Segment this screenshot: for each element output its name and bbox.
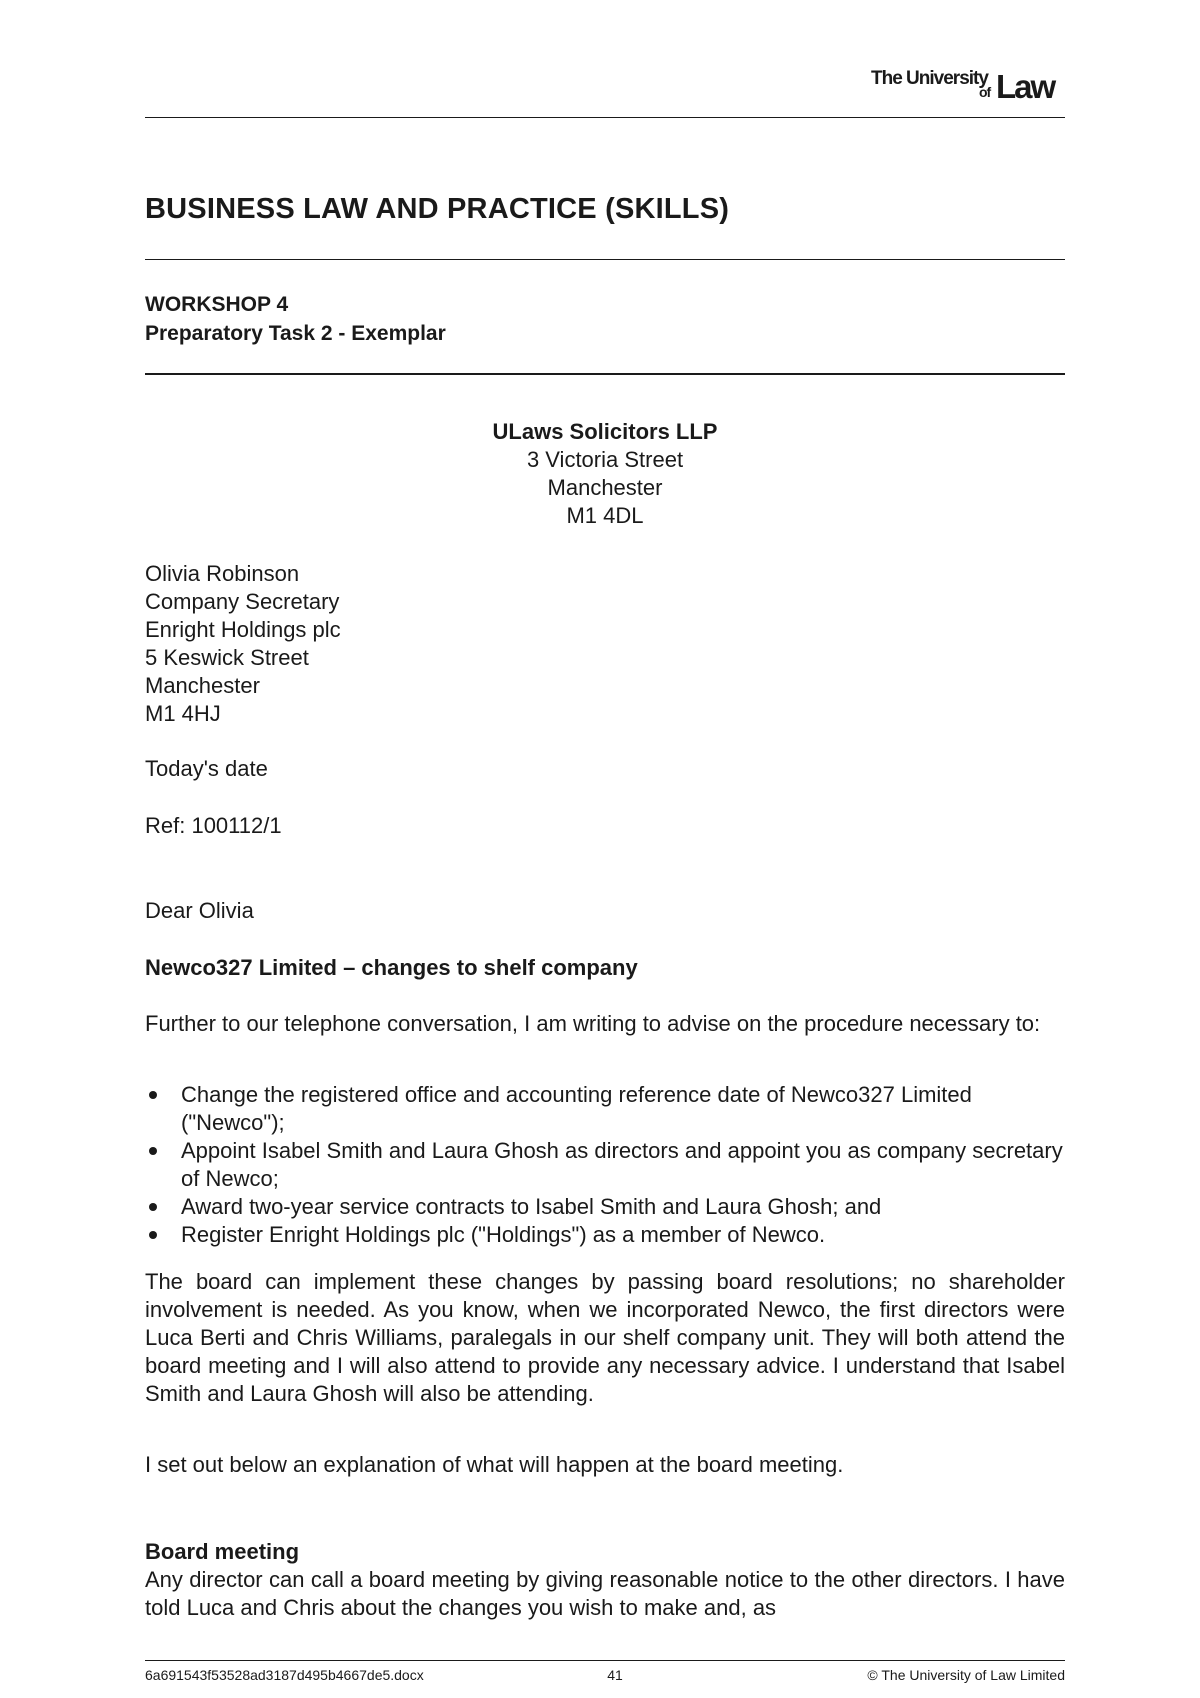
- bullet-icon: [149, 1147, 157, 1155]
- list-item: [145, 1137, 1065, 1193]
- footer-divider: [145, 1660, 1065, 1661]
- letter-subject: Newco327 Limited – changes to shelf company: [145, 955, 638, 980]
- board-paragraph: The board can implement these changes by passing board resolutions; no shareholder involvement is needed. As you know, when we incorporated Newco, the first directors were Luca Berti and Chris Williams, paralegals in our shelf company unit. They will both attend the board meeting and I will also attend to provide any necessary advice. I understand that Isabel Smith and Laura Ghosh will also be attending.: [145, 1269, 1065, 1406]
- list-item: [145, 1193, 1065, 1221]
- bullet-icon: [149, 1203, 157, 1211]
- workshop-divider: [145, 373, 1065, 375]
- sender-firm: ULaws Solicitors LLP: [492, 419, 718, 444]
- recipient-postcode: M1 4HJ: [145, 701, 221, 726]
- task-name: Preparatory Task 2 - Exemplar: [145, 322, 446, 345]
- change-list: [145, 1081, 1065, 1249]
- recipient-role: Company Secretary: [145, 589, 340, 614]
- recipient-city: Manchester: [145, 673, 260, 698]
- list-item-text: Appoint Isabel Smith and Laura Ghosh as directors and appoint you as company secretary of Newco;: [181, 1138, 1063, 1191]
- title-divider: [145, 259, 1065, 260]
- list-item: [145, 1221, 1065, 1249]
- recipient-street: 5 Keswick Street: [145, 645, 309, 670]
- list-item: [145, 1081, 1065, 1137]
- sender-city: Manchester: [547, 475, 663, 500]
- explanation-paragraph: I set out below an explanation of what will happen at the board meeting.: [145, 1452, 844, 1477]
- university-of-law-logo: [857, 62, 1067, 108]
- logo-text-of: of: [979, 84, 991, 100]
- footer-copyright: © The University of Law Limited: [867, 1667, 1065, 1683]
- recipient-company: Enright Holdings plc: [145, 617, 341, 642]
- workshop-heading: [145, 290, 1065, 348]
- letter-reference: Ref: 100112/1: [145, 813, 282, 838]
- intro-paragraph: Further to our telephone conversation, I am writing to advise on the procedure necessary to:: [145, 1011, 1041, 1036]
- letter-date: Today's date: [145, 756, 268, 781]
- header-divider: [145, 117, 1065, 118]
- list-item-text: Register Enright Holdings plc ("Holdings") as a member of Newco.: [181, 1222, 826, 1247]
- footer-filename: 6a691543f53528ad3187d495b4667de5.docx: [145, 1667, 424, 1683]
- logo-text-the-university: The University: [871, 68, 988, 89]
- recipient-name: Olivia Robinson: [145, 561, 300, 586]
- page-number: 41: [607, 1667, 623, 1683]
- recipient-address: [145, 560, 1065, 728]
- salutation: Dear Olivia: [145, 898, 254, 923]
- bullet-icon: [149, 1091, 157, 1099]
- workshop-number: WORKSHOP 4: [145, 293, 289, 316]
- logo-text-law: Law: [996, 68, 1055, 105]
- board-meeting-paragraph: Any director can call a board meeting by giving reasonable notice to the other directors. I have told Luca and Chris about the changes you wish to make and, as: [145, 1567, 1065, 1620]
- bullet-icon: [149, 1231, 157, 1239]
- sender-postcode: M1 4DL: [566, 503, 644, 528]
- sender-address: [145, 418, 1065, 530]
- list-item-text: Award two-year service contracts to Isabel Smith and Laura Ghosh; and: [181, 1194, 882, 1219]
- sender-street: 3 Victoria Street: [526, 447, 684, 472]
- document-title: BUSINESS LAW AND PRACTICE (SKILLS): [145, 193, 730, 225]
- section-heading: Board meeting: [145, 1539, 300, 1564]
- list-item-text: Change the registered office and accounting reference date of Newco327 Limited ("Newco");: [181, 1082, 972, 1135]
